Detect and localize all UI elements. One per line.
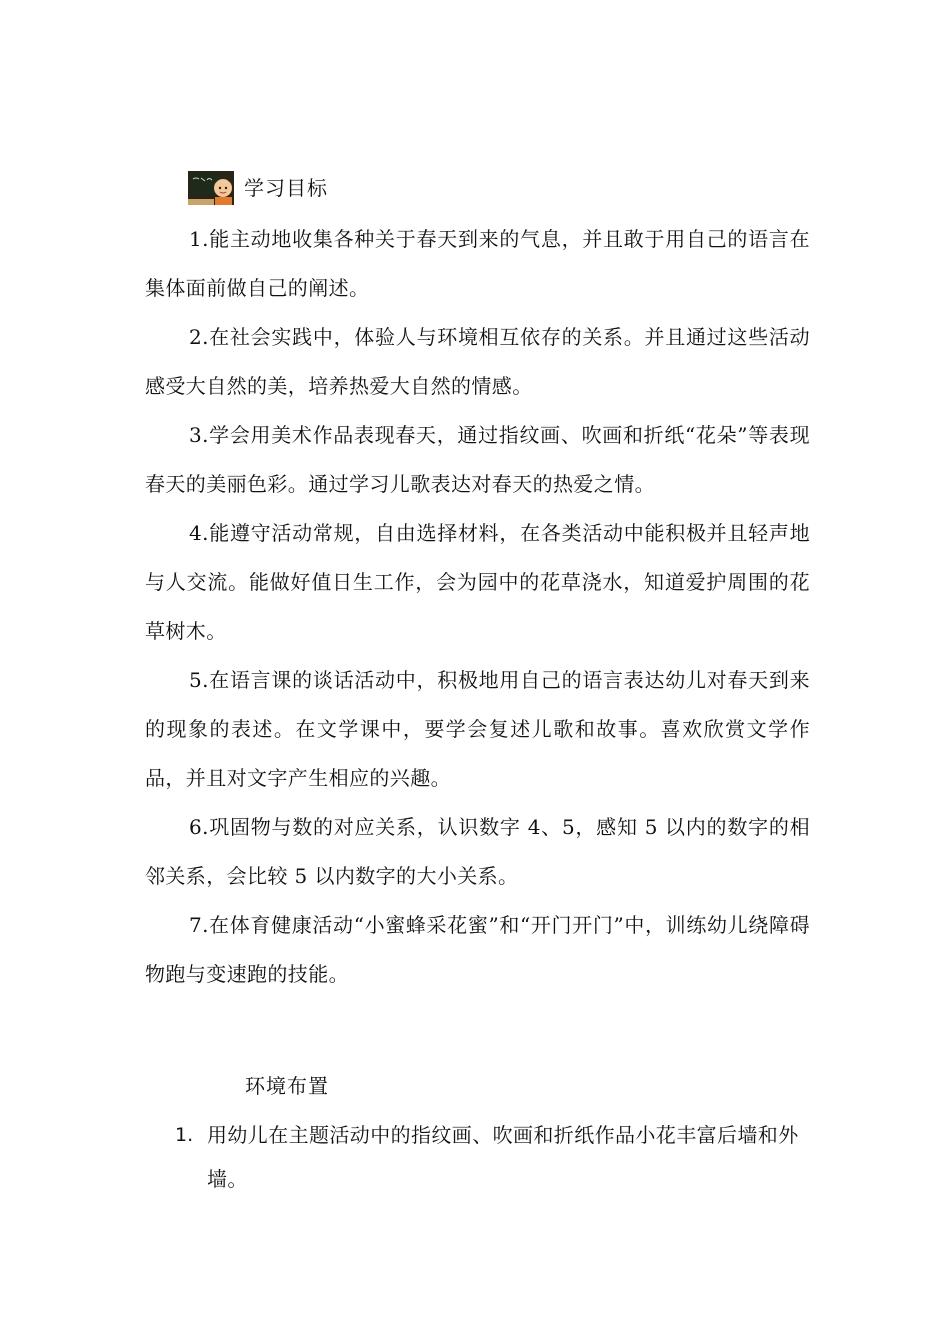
goal-item-2: 2.在社会实践中，体验人与环境相互依存的关系。并且通过这些活动感受大自然的美，培养热爱大自然的情感。 (145, 325, 810, 398)
environment-list (175, 1113, 815, 1201)
goals-title: 学习目标 (244, 176, 328, 200)
goal-item-7: 7.在体育健康活动“小蜜蜂采花蜜”和“开门开门”中，训练幼儿绕障碍物跑与变速跑的技能。 (145, 913, 810, 986)
goal-item-1: 1.能主动地收集各种关于春天到来的气息，并且敢于用自己的语言在集体面前做自己的阐述。 (145, 227, 810, 300)
environment-item-1 (175, 1113, 815, 1201)
goal-item-6: 6.巩固物与数的对应关系，认识数字 4、5，感知 5 以内的数字的相邻关系，会比较 5 以内数字的大小关系。 (145, 815, 810, 888)
environment-item-number: 1. (175, 1124, 194, 1146)
goals-list (145, 215, 810, 999)
environment-title: 环境布置 (245, 1074, 329, 1098)
environment-item-text: 用幼儿在主题活动中的指纹画、吹画和折纸作品小花丰富后墙和外墙。 (207, 1123, 799, 1191)
goals-heading (188, 170, 328, 206)
cartoon-child-at-blackboard-icon (188, 171, 234, 205)
goal-item-4: 4.能遵守活动常规，自由选择材料，在各类活动中能积极并且轻声地与人交流。能做好值日生工作，会为园中的花草浇水，知道爱护周围的花草树木。 (145, 521, 810, 643)
goal-item-5: 5.在语言课的谈话活动中，积极地用自己的语言表达幼儿对春天到来的现象的表述。在文学课中，要学会复述儿歌和故事。喜欢欣赏文学作品，并且对文字产生相应的兴趣。 (145, 668, 810, 790)
goal-item-3: 3.学会用美术作品表现春天，通过指纹画、吹画和折纸“花朵”等表现春天的美丽色彩。通过学习儿歌表达对春天的热爱之情。 (145, 423, 810, 496)
